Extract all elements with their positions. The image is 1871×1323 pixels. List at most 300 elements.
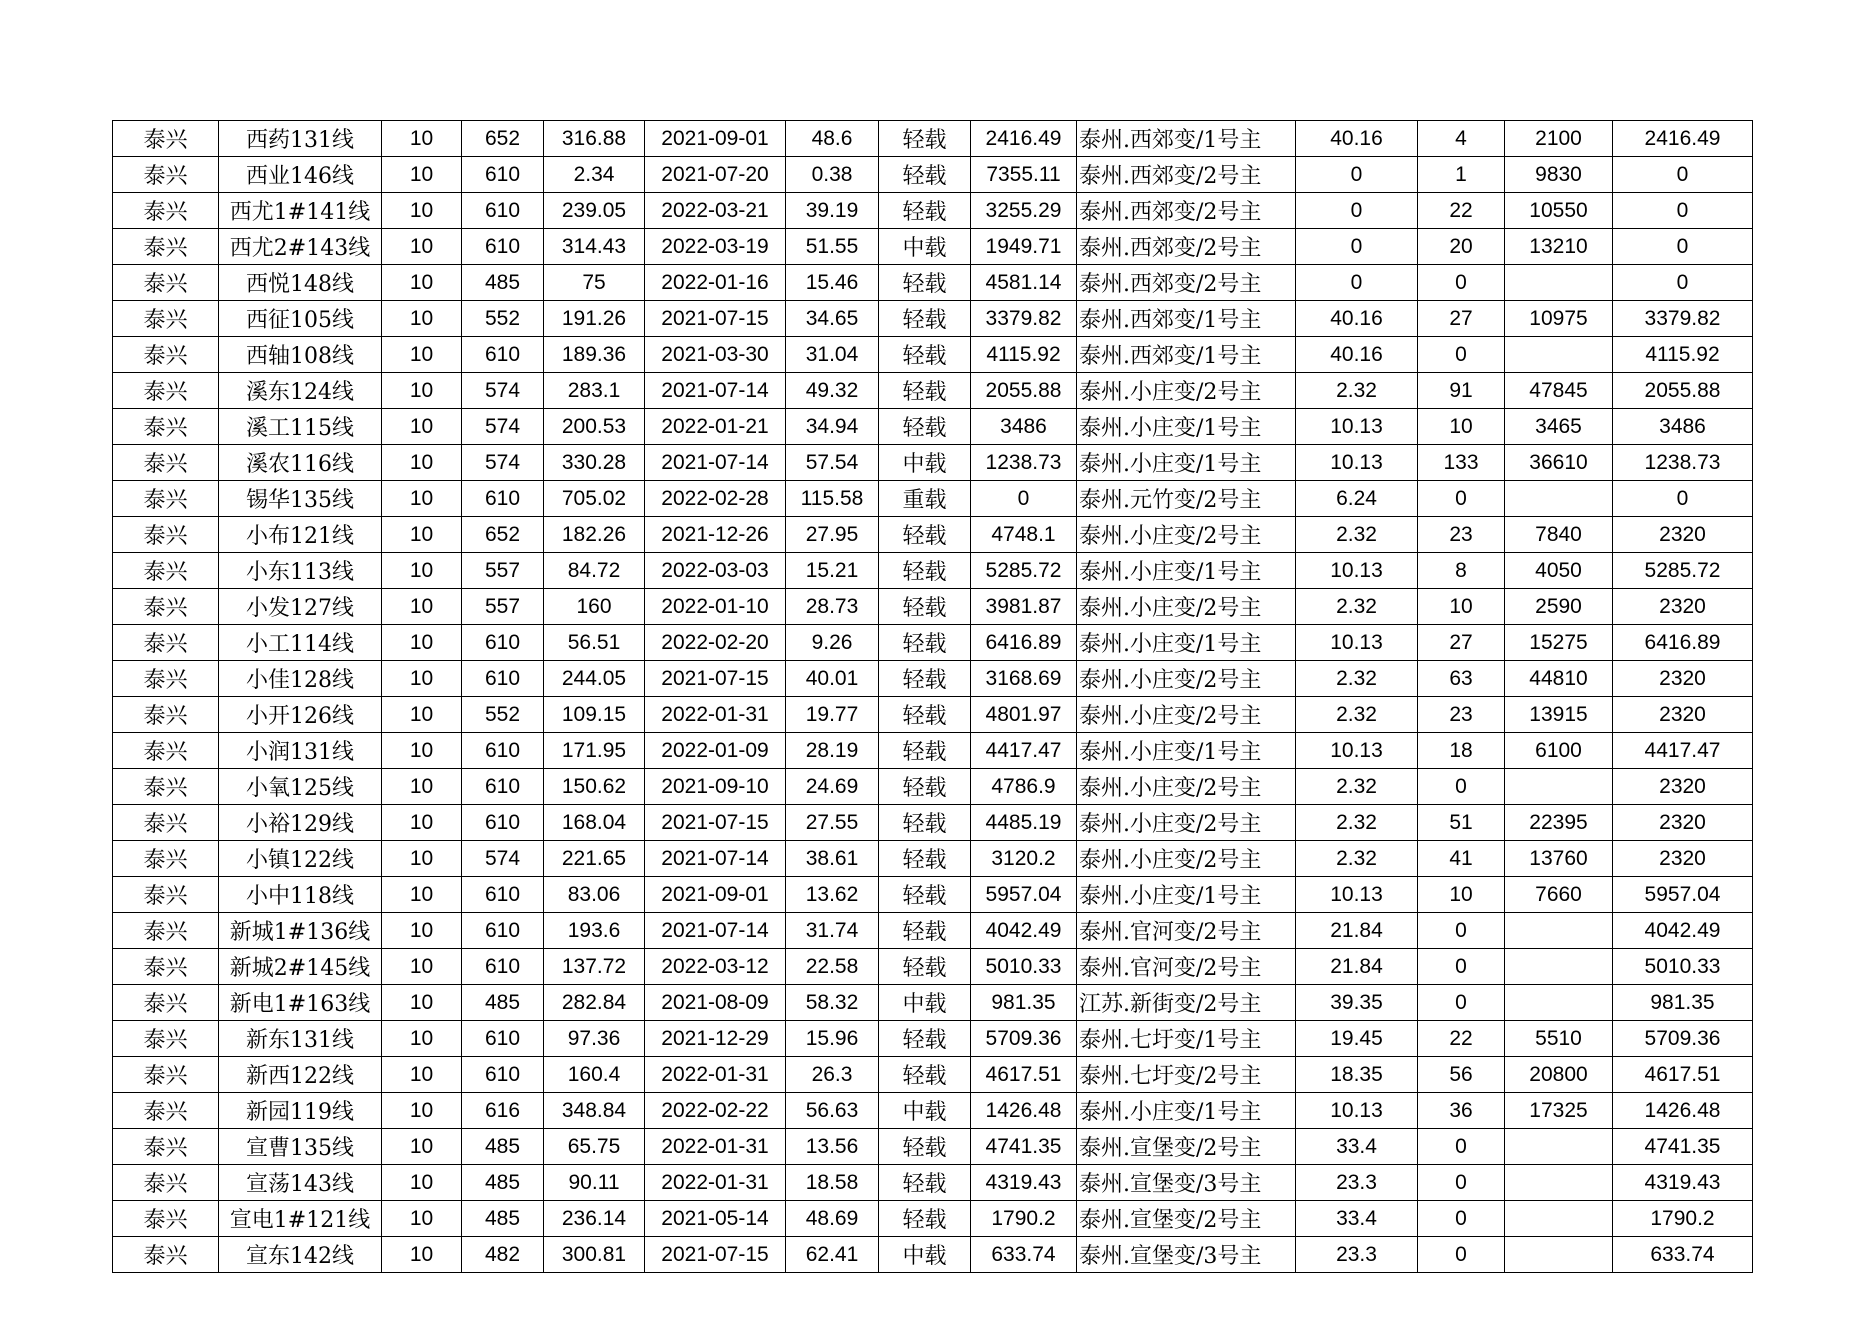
count-cell: 41: [1418, 841, 1505, 877]
line-name-cell: 宣荡143线: [219, 1165, 382, 1201]
line-name-cell: 小布121线: [219, 517, 382, 553]
margin-cell: 1790.2: [1613, 1201, 1753, 1237]
capacity-cell: 1790.2: [971, 1201, 1077, 1237]
transformer-value-cell: 10.13: [1296, 733, 1418, 769]
table-row: [113, 733, 1753, 769]
margin-cell: 5285.72: [1613, 553, 1753, 589]
region-cell: 泰兴: [113, 913, 219, 949]
line-name-cell: 宣电1#121线: [219, 1201, 382, 1237]
voltage-cell: 10: [382, 949, 462, 985]
line-name-cell: 西征105线: [219, 301, 382, 337]
load-status-cell: 轻载: [879, 949, 971, 985]
total-capacity-cell: 7840: [1505, 517, 1613, 553]
transformer-value-cell: 23.3: [1296, 1237, 1418, 1273]
table-row: [113, 1129, 1753, 1165]
transformer-value-cell: 18.35: [1296, 1057, 1418, 1093]
count-cell: 51: [1418, 805, 1505, 841]
line-name-cell: 小裕129线: [219, 805, 382, 841]
capacity-cell: 3981.87: [971, 589, 1077, 625]
load-status-cell: 轻载: [879, 841, 971, 877]
load-status-cell: 中载: [879, 985, 971, 1021]
voltage-cell: 10: [382, 661, 462, 697]
max-current-cell: 239.05: [544, 193, 645, 229]
region-cell: 泰兴: [113, 625, 219, 661]
total-capacity-cell: [1505, 1165, 1613, 1201]
date-cell: 2022-03-12: [645, 949, 786, 985]
voltage-cell: 10: [382, 445, 462, 481]
transformer-cell: 泰州.小庄变/2号主: [1077, 805, 1296, 841]
transformer-value-cell: 2.32: [1296, 517, 1418, 553]
load-status-cell: 轻载: [879, 697, 971, 733]
total-capacity-cell: [1505, 1237, 1613, 1273]
max-current-cell: 56.51: [544, 625, 645, 661]
region-cell: 泰兴: [113, 265, 219, 301]
date-cell: 2022-01-31: [645, 1165, 786, 1201]
table-row: [113, 193, 1753, 229]
load-rate-cell: 40.01: [786, 661, 879, 697]
max-current-cell: 90.11: [544, 1165, 645, 1201]
capacity-cell: 3168.69: [971, 661, 1077, 697]
current-limit-cell: 610: [462, 661, 544, 697]
table-row: [113, 697, 1753, 733]
margin-cell: 2055.88: [1613, 373, 1753, 409]
date-cell: 2021-09-01: [645, 121, 786, 157]
current-limit-cell: 610: [462, 229, 544, 265]
total-capacity-cell: 9830: [1505, 157, 1613, 193]
load-rate-cell: 49.32: [786, 373, 879, 409]
capacity-cell: 981.35: [971, 985, 1077, 1021]
table-row: [113, 589, 1753, 625]
transformer-cell: 泰州.西郊变/2号主: [1077, 229, 1296, 265]
table-row: [113, 373, 1753, 409]
date-cell: 2021-07-14: [645, 445, 786, 481]
max-current-cell: 97.36: [544, 1021, 645, 1057]
load-rate-cell: 24.69: [786, 769, 879, 805]
transformer-cell: 泰州.小庄变/1号主: [1077, 553, 1296, 589]
table-row: [113, 625, 1753, 661]
transformer-cell: 泰州.宣堡变/2号主: [1077, 1201, 1296, 1237]
line-name-cell: 宣东142线: [219, 1237, 382, 1273]
count-cell: 22: [1418, 193, 1505, 229]
region-cell: 泰兴: [113, 409, 219, 445]
load-status-cell: 轻载: [879, 1129, 971, 1165]
count-cell: 0: [1418, 1237, 1505, 1273]
current-limit-cell: 610: [462, 193, 544, 229]
load-status-cell: 轻载: [879, 1021, 971, 1057]
count-cell: 91: [1418, 373, 1505, 409]
voltage-cell: 10: [382, 625, 462, 661]
transformer-cell: 泰州.小庄变/1号主: [1077, 877, 1296, 913]
table-row: [113, 229, 1753, 265]
region-cell: 泰兴: [113, 769, 219, 805]
voltage-cell: 10: [382, 985, 462, 1021]
margin-cell: 2320: [1613, 697, 1753, 733]
max-current-cell: 137.72: [544, 949, 645, 985]
margin-cell: 4417.47: [1613, 733, 1753, 769]
region-cell: 泰兴: [113, 301, 219, 337]
current-limit-cell: 485: [462, 985, 544, 1021]
voltage-cell: 10: [382, 193, 462, 229]
count-cell: 23: [1418, 697, 1505, 733]
region-cell: 泰兴: [113, 985, 219, 1021]
load-rate-cell: 34.94: [786, 409, 879, 445]
capacity-cell: 5010.33: [971, 949, 1077, 985]
total-capacity-cell: 2100: [1505, 121, 1613, 157]
total-capacity-cell: 3465: [1505, 409, 1613, 445]
margin-cell: 5957.04: [1613, 877, 1753, 913]
total-capacity-cell: [1505, 985, 1613, 1021]
count-cell: 0: [1418, 337, 1505, 373]
margin-cell: 2320: [1613, 517, 1753, 553]
current-limit-cell: 610: [462, 481, 544, 517]
margin-cell: 4115.92: [1613, 337, 1753, 373]
load-status-cell: 轻载: [879, 769, 971, 805]
max-current-cell: 316.88: [544, 121, 645, 157]
count-cell: 1: [1418, 157, 1505, 193]
line-name-cell: 新城2#145线: [219, 949, 382, 985]
date-cell: 2021-07-14: [645, 373, 786, 409]
line-name-cell: 小佳128线: [219, 661, 382, 697]
total-capacity-cell: 20800: [1505, 1057, 1613, 1093]
table-row: [113, 913, 1753, 949]
load-rate-cell: 13.62: [786, 877, 879, 913]
table-row: [113, 877, 1753, 913]
load-rate-cell: 15.46: [786, 265, 879, 301]
total-capacity-cell: 10550: [1505, 193, 1613, 229]
max-current-cell: 244.05: [544, 661, 645, 697]
total-capacity-cell: 5510: [1505, 1021, 1613, 1057]
date-cell: 2021-08-09: [645, 985, 786, 1021]
line-name-cell: 锡华135线: [219, 481, 382, 517]
load-rate-cell: 34.65: [786, 301, 879, 337]
count-cell: 18: [1418, 733, 1505, 769]
load-status-cell: 轻载: [879, 301, 971, 337]
date-cell: 2021-05-14: [645, 1201, 786, 1237]
max-current-cell: 705.02: [544, 481, 645, 517]
line-name-cell: 新西122线: [219, 1057, 382, 1093]
max-current-cell: 189.36: [544, 337, 645, 373]
date-cell: 2022-03-21: [645, 193, 786, 229]
current-limit-cell: 616: [462, 1093, 544, 1129]
count-cell: 0: [1418, 481, 1505, 517]
margin-cell: 633.74: [1613, 1237, 1753, 1273]
table-row: [113, 1021, 1753, 1057]
current-limit-cell: 552: [462, 697, 544, 733]
voltage-cell: 10: [382, 1237, 462, 1273]
voltage-cell: 10: [382, 1129, 462, 1165]
transformer-value-cell: 23.3: [1296, 1165, 1418, 1201]
load-rate-cell: 9.26: [786, 625, 879, 661]
load-rate-cell: 19.77: [786, 697, 879, 733]
region-cell: 泰兴: [113, 877, 219, 913]
table-row: [113, 1165, 1753, 1201]
region-cell: 泰兴: [113, 193, 219, 229]
max-current-cell: 182.26: [544, 517, 645, 553]
date-cell: 2022-02-20: [645, 625, 786, 661]
transformer-value-cell: 2.32: [1296, 805, 1418, 841]
margin-cell: 0: [1613, 481, 1753, 517]
transformer-value-cell: 39.35: [1296, 985, 1418, 1021]
margin-cell: 5010.33: [1613, 949, 1753, 985]
transformer-value-cell: 21.84: [1296, 949, 1418, 985]
transformer-cell: 泰州.宣堡变/3号主: [1077, 1237, 1296, 1273]
table-row: [113, 949, 1753, 985]
table-body: [113, 121, 1753, 1273]
region-cell: 泰兴: [113, 661, 219, 697]
total-capacity-cell: [1505, 265, 1613, 301]
date-cell: 2021-07-14: [645, 913, 786, 949]
capacity-cell: 4042.49: [971, 913, 1077, 949]
line-name-cell: 小发127线: [219, 589, 382, 625]
margin-cell: 3486: [1613, 409, 1753, 445]
margin-cell: 6416.89: [1613, 625, 1753, 661]
capacity-cell: 6416.89: [971, 625, 1077, 661]
margin-cell: 0: [1613, 193, 1753, 229]
capacity-cell: 4617.51: [971, 1057, 1077, 1093]
load-status-cell: 轻载: [879, 157, 971, 193]
max-current-cell: 300.81: [544, 1237, 645, 1273]
load-rate-cell: 115.58: [786, 481, 879, 517]
transformer-cell: 泰州.小庄变/2号主: [1077, 661, 1296, 697]
margin-cell: 1238.73: [1613, 445, 1753, 481]
transformer-value-cell: 0: [1296, 157, 1418, 193]
voltage-cell: 10: [382, 769, 462, 805]
line-name-cell: 西尤1#141线: [219, 193, 382, 229]
max-current-cell: 84.72: [544, 553, 645, 589]
region-cell: 泰兴: [113, 1201, 219, 1237]
transformer-cell: 泰州.西郊变/2号主: [1077, 157, 1296, 193]
margin-cell: 4617.51: [1613, 1057, 1753, 1093]
capacity-cell: 2055.88: [971, 373, 1077, 409]
transformer-cell: 泰州.官河变/2号主: [1077, 949, 1296, 985]
current-limit-cell: 610: [462, 949, 544, 985]
load-rate-cell: 39.19: [786, 193, 879, 229]
max-current-cell: 221.65: [544, 841, 645, 877]
table-row: [113, 517, 1753, 553]
max-current-cell: 314.43: [544, 229, 645, 265]
voltage-cell: 10: [382, 1021, 462, 1057]
load-status-cell: 轻载: [879, 193, 971, 229]
load-status-cell: 轻载: [879, 625, 971, 661]
capacity-cell: 4748.1: [971, 517, 1077, 553]
transformer-value-cell: 21.84: [1296, 913, 1418, 949]
date-cell: 2022-02-22: [645, 1093, 786, 1129]
voltage-cell: 10: [382, 1201, 462, 1237]
date-cell: 2021-07-20: [645, 157, 786, 193]
margin-cell: 3379.82: [1613, 301, 1753, 337]
count-cell: 0: [1418, 769, 1505, 805]
margin-cell: 2320: [1613, 841, 1753, 877]
capacity-cell: 1949.71: [971, 229, 1077, 265]
total-capacity-cell: 44810: [1505, 661, 1613, 697]
load-rate-cell: 28.73: [786, 589, 879, 625]
line-name-cell: 宣曹135线: [219, 1129, 382, 1165]
date-cell: 2021-07-15: [645, 661, 786, 697]
count-cell: 4: [1418, 121, 1505, 157]
date-cell: 2021-07-14: [645, 841, 786, 877]
region-cell: 泰兴: [113, 1093, 219, 1129]
margin-cell: 2416.49: [1613, 121, 1753, 157]
line-name-cell: 溪工115线: [219, 409, 382, 445]
table-row: [113, 553, 1753, 589]
max-current-cell: 236.14: [544, 1201, 645, 1237]
load-status-cell: 轻载: [879, 121, 971, 157]
count-cell: 0: [1418, 1129, 1505, 1165]
capacity-cell: 3486: [971, 409, 1077, 445]
date-cell: 2021-12-29: [645, 1021, 786, 1057]
load-rate-cell: 31.04: [786, 337, 879, 373]
line-name-cell: 小氧125线: [219, 769, 382, 805]
region-cell: 泰兴: [113, 1129, 219, 1165]
region-cell: 泰兴: [113, 805, 219, 841]
voltage-cell: 10: [382, 1093, 462, 1129]
line-name-cell: 新电1#163线: [219, 985, 382, 1021]
load-status-cell: 轻载: [879, 265, 971, 301]
load-status-cell: 轻载: [879, 1057, 971, 1093]
transformer-value-cell: 2.32: [1296, 661, 1418, 697]
date-cell: 2022-01-10: [645, 589, 786, 625]
line-name-cell: 西悦148线: [219, 265, 382, 301]
load-rate-cell: 26.3: [786, 1057, 879, 1093]
margin-cell: 981.35: [1613, 985, 1753, 1021]
max-current-cell: 283.1: [544, 373, 645, 409]
total-capacity-cell: 13210: [1505, 229, 1613, 265]
transformer-cell: 泰州.七圩变/2号主: [1077, 1057, 1296, 1093]
voltage-cell: 10: [382, 121, 462, 157]
load-rate-cell: 58.32: [786, 985, 879, 1021]
load-rate-cell: 15.96: [786, 1021, 879, 1057]
region-cell: 泰兴: [113, 1057, 219, 1093]
transformer-value-cell: 10.13: [1296, 625, 1418, 661]
load-rate-cell: 0.38: [786, 157, 879, 193]
transformer-cell: 泰州.宣堡变/3号主: [1077, 1165, 1296, 1201]
transformer-value-cell: 6.24: [1296, 481, 1418, 517]
capacity-cell: 4417.47: [971, 733, 1077, 769]
date-cell: 2021-09-01: [645, 877, 786, 913]
current-limit-cell: 574: [462, 445, 544, 481]
region-cell: 泰兴: [113, 1165, 219, 1201]
voltage-cell: 10: [382, 409, 462, 445]
margin-cell: 5709.36: [1613, 1021, 1753, 1057]
transformer-value-cell: 2.32: [1296, 841, 1418, 877]
voltage-cell: 10: [382, 733, 462, 769]
line-name-cell: 西尤2#143线: [219, 229, 382, 265]
date-cell: 2021-09-10: [645, 769, 786, 805]
transformer-cell: 泰州.西郊变/2号主: [1077, 193, 1296, 229]
load-status-cell: 轻载: [879, 409, 971, 445]
transformer-value-cell: 40.16: [1296, 337, 1418, 373]
load-status-cell: 轻载: [879, 661, 971, 697]
load-status-cell: 轻载: [879, 805, 971, 841]
max-current-cell: 150.62: [544, 769, 645, 805]
date-cell: 2022-01-31: [645, 1129, 786, 1165]
current-limit-cell: 610: [462, 913, 544, 949]
voltage-cell: 10: [382, 481, 462, 517]
table-row: [113, 157, 1753, 193]
voltage-cell: 10: [382, 229, 462, 265]
table-row: [113, 481, 1753, 517]
current-limit-cell: 610: [462, 769, 544, 805]
capacity-cell: 2416.49: [971, 121, 1077, 157]
transformer-value-cell: 19.45: [1296, 1021, 1418, 1057]
current-limit-cell: 610: [462, 1021, 544, 1057]
current-limit-cell: 610: [462, 733, 544, 769]
capacity-cell: 4319.43: [971, 1165, 1077, 1201]
table-row: [113, 1057, 1753, 1093]
transformer-value-cell: 40.16: [1296, 121, 1418, 157]
max-current-cell: 65.75: [544, 1129, 645, 1165]
total-capacity-cell: 6100: [1505, 733, 1613, 769]
voltage-cell: 10: [382, 265, 462, 301]
voltage-cell: 10: [382, 1165, 462, 1201]
date-cell: 2021-03-30: [645, 337, 786, 373]
region-cell: 泰兴: [113, 733, 219, 769]
load-status-cell: 轻载: [879, 553, 971, 589]
margin-cell: 0: [1613, 229, 1753, 265]
total-capacity-cell: 13760: [1505, 841, 1613, 877]
total-capacity-cell: [1505, 337, 1613, 373]
line-name-cell: 小中118线: [219, 877, 382, 913]
total-capacity-cell: 10975: [1505, 301, 1613, 337]
margin-cell: 2320: [1613, 661, 1753, 697]
transformer-cell: 泰州.小庄变/1号主: [1077, 409, 1296, 445]
transformer-cell: 泰州.小庄变/2号主: [1077, 589, 1296, 625]
capacity-cell: 1238.73: [971, 445, 1077, 481]
region-cell: 泰兴: [113, 445, 219, 481]
count-cell: 27: [1418, 301, 1505, 337]
date-cell: 2021-07-15: [645, 805, 786, 841]
line-name-cell: 溪农116线: [219, 445, 382, 481]
load-rate-cell: 57.54: [786, 445, 879, 481]
transformer-value-cell: 0: [1296, 229, 1418, 265]
table-row: [113, 985, 1753, 1021]
load-rate-cell: 15.21: [786, 553, 879, 589]
max-current-cell: 330.28: [544, 445, 645, 481]
region-cell: 泰兴: [113, 517, 219, 553]
region-cell: 泰兴: [113, 229, 219, 265]
transformer-cell: 泰州.元竹变/2号主: [1077, 481, 1296, 517]
max-current-cell: 193.6: [544, 913, 645, 949]
count-cell: 10: [1418, 877, 1505, 913]
current-limit-cell: 485: [462, 1129, 544, 1165]
capacity-cell: 3379.82: [971, 301, 1077, 337]
transformer-value-cell: 2.32: [1296, 697, 1418, 733]
total-capacity-cell: [1505, 1129, 1613, 1165]
transformer-value-cell: 2.32: [1296, 589, 1418, 625]
region-cell: 泰兴: [113, 949, 219, 985]
load-status-cell: 中载: [879, 445, 971, 481]
transformer-value-cell: 0: [1296, 193, 1418, 229]
load-status-cell: 轻载: [879, 1165, 971, 1201]
margin-cell: 2320: [1613, 589, 1753, 625]
line-name-cell: 小开126线: [219, 697, 382, 733]
current-limit-cell: 610: [462, 157, 544, 193]
load-rate-cell: 18.58: [786, 1165, 879, 1201]
max-current-cell: 2.34: [544, 157, 645, 193]
transformer-cell: 江苏.新街变/2号主: [1077, 985, 1296, 1021]
date-cell: 2022-01-16: [645, 265, 786, 301]
table-row: [113, 841, 1753, 877]
total-capacity-cell: 2590: [1505, 589, 1613, 625]
transformer-cell: 泰州.七圩变/1号主: [1077, 1021, 1296, 1057]
current-limit-cell: 652: [462, 121, 544, 157]
transformer-cell: 泰州.小庄变/2号主: [1077, 697, 1296, 733]
voltage-cell: 10: [382, 157, 462, 193]
max-current-cell: 83.06: [544, 877, 645, 913]
transformer-cell: 泰州.小庄变/1号主: [1077, 445, 1296, 481]
load-status-cell: 中载: [879, 1237, 971, 1273]
region-cell: 泰兴: [113, 1237, 219, 1273]
